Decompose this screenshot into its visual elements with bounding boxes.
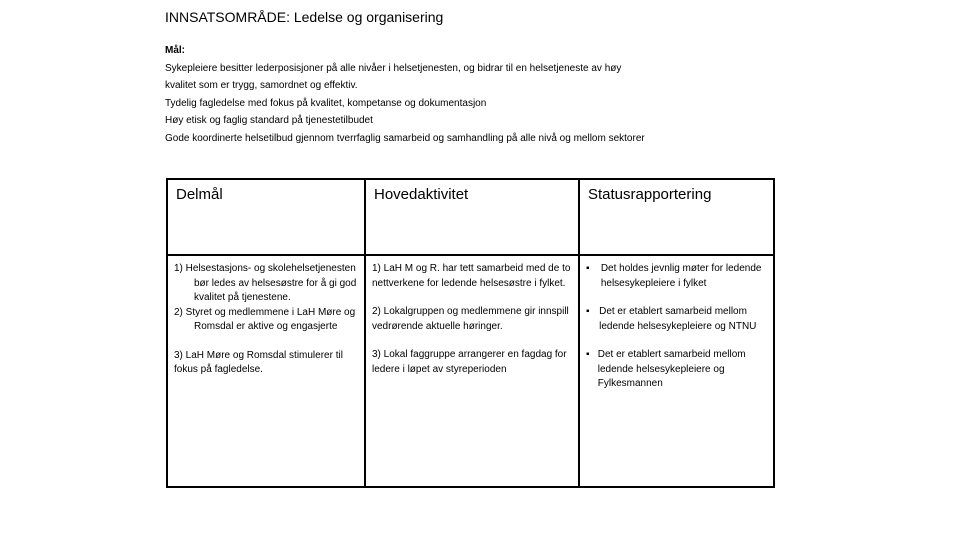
goal-line: kvalitet som er trygg, samordnet og effektiv. [165,80,358,91]
header-hovedaktivitet: Hovedaktivitet [365,179,579,255]
header-delmal: Delmål [167,179,365,255]
delmal-item: 1) Helsestasjons- og skolehelsetjenesten bør ledes av helsesøstre for å gi god kvalitet på tjenestene. [174,263,357,303]
goal-line: Sykepleiere besitter lederposisjoner på alle nivåer i helsetjenesten, og bidrar til en helsetjeneste av høy [165,62,622,74]
header-statusrapportering: Statusrapportering [579,179,774,255]
status-item [586,262,767,291]
goal-line: Høy etisk og faglig standard på tjenestetilbudet [165,115,373,126]
delmal-item: 3) LaH Møre og Romsdal stimulerer til fokus på fagledelse. [174,349,343,375]
delmal-item: 2) Styret og medlemmene i LaH Møre og Romsdal er aktive og engasjerte [174,306,356,332]
status-item [586,305,767,334]
goals-heading: Mål: [165,45,185,56]
aktivitet-cell [365,255,579,487]
table-header-row [167,179,774,255]
bullet-icon: ▪ [586,263,590,274]
goals-section [165,42,645,147]
status-text: Det er etablert samarbeid mellom ledende helsesykepleiere og NTNU [599,306,757,332]
status-text: Det er etablert samarbeid mellom ledende helsesykepleiere og Fylkesmannen [597,349,746,389]
aktivitet-item: 3) Lokal faggruppe arrangerer en fagdag for ledere i løpet av styreperioden [372,349,567,375]
table-row [167,255,774,487]
goal-line: Gode koordinerte helsetilbud gjennom tverrfaglig samarbeid og samhandling på alle nivå og mellom sektorer [165,132,645,144]
status-cell [579,255,774,487]
status-item [586,348,767,392]
status-text: Det holdes jevnlig møter for ledende helsesykepleiere i fylket [600,263,762,289]
aktivitet-item: 1) LaH M og R. har tett samarbeid med de to nettverkene for ledende helsesøstre i fylket. [372,263,571,289]
plan-table [166,178,775,488]
bullet-icon: ▪ [586,349,590,360]
bullet-icon: ▪ [586,306,590,317]
delmal-cell [167,255,365,487]
page-title: INNSATSOMRÅDE: Ledelse og organisering [165,9,444,25]
aktivitet-item: 2) Lokalgruppen og medlemmene gir innspill vedrørende aktuelle høringer. [372,306,569,332]
goal-line: Tydelig fagledelse med fokus på kvalitet, kompetanse og dokumentasjon [165,97,487,109]
